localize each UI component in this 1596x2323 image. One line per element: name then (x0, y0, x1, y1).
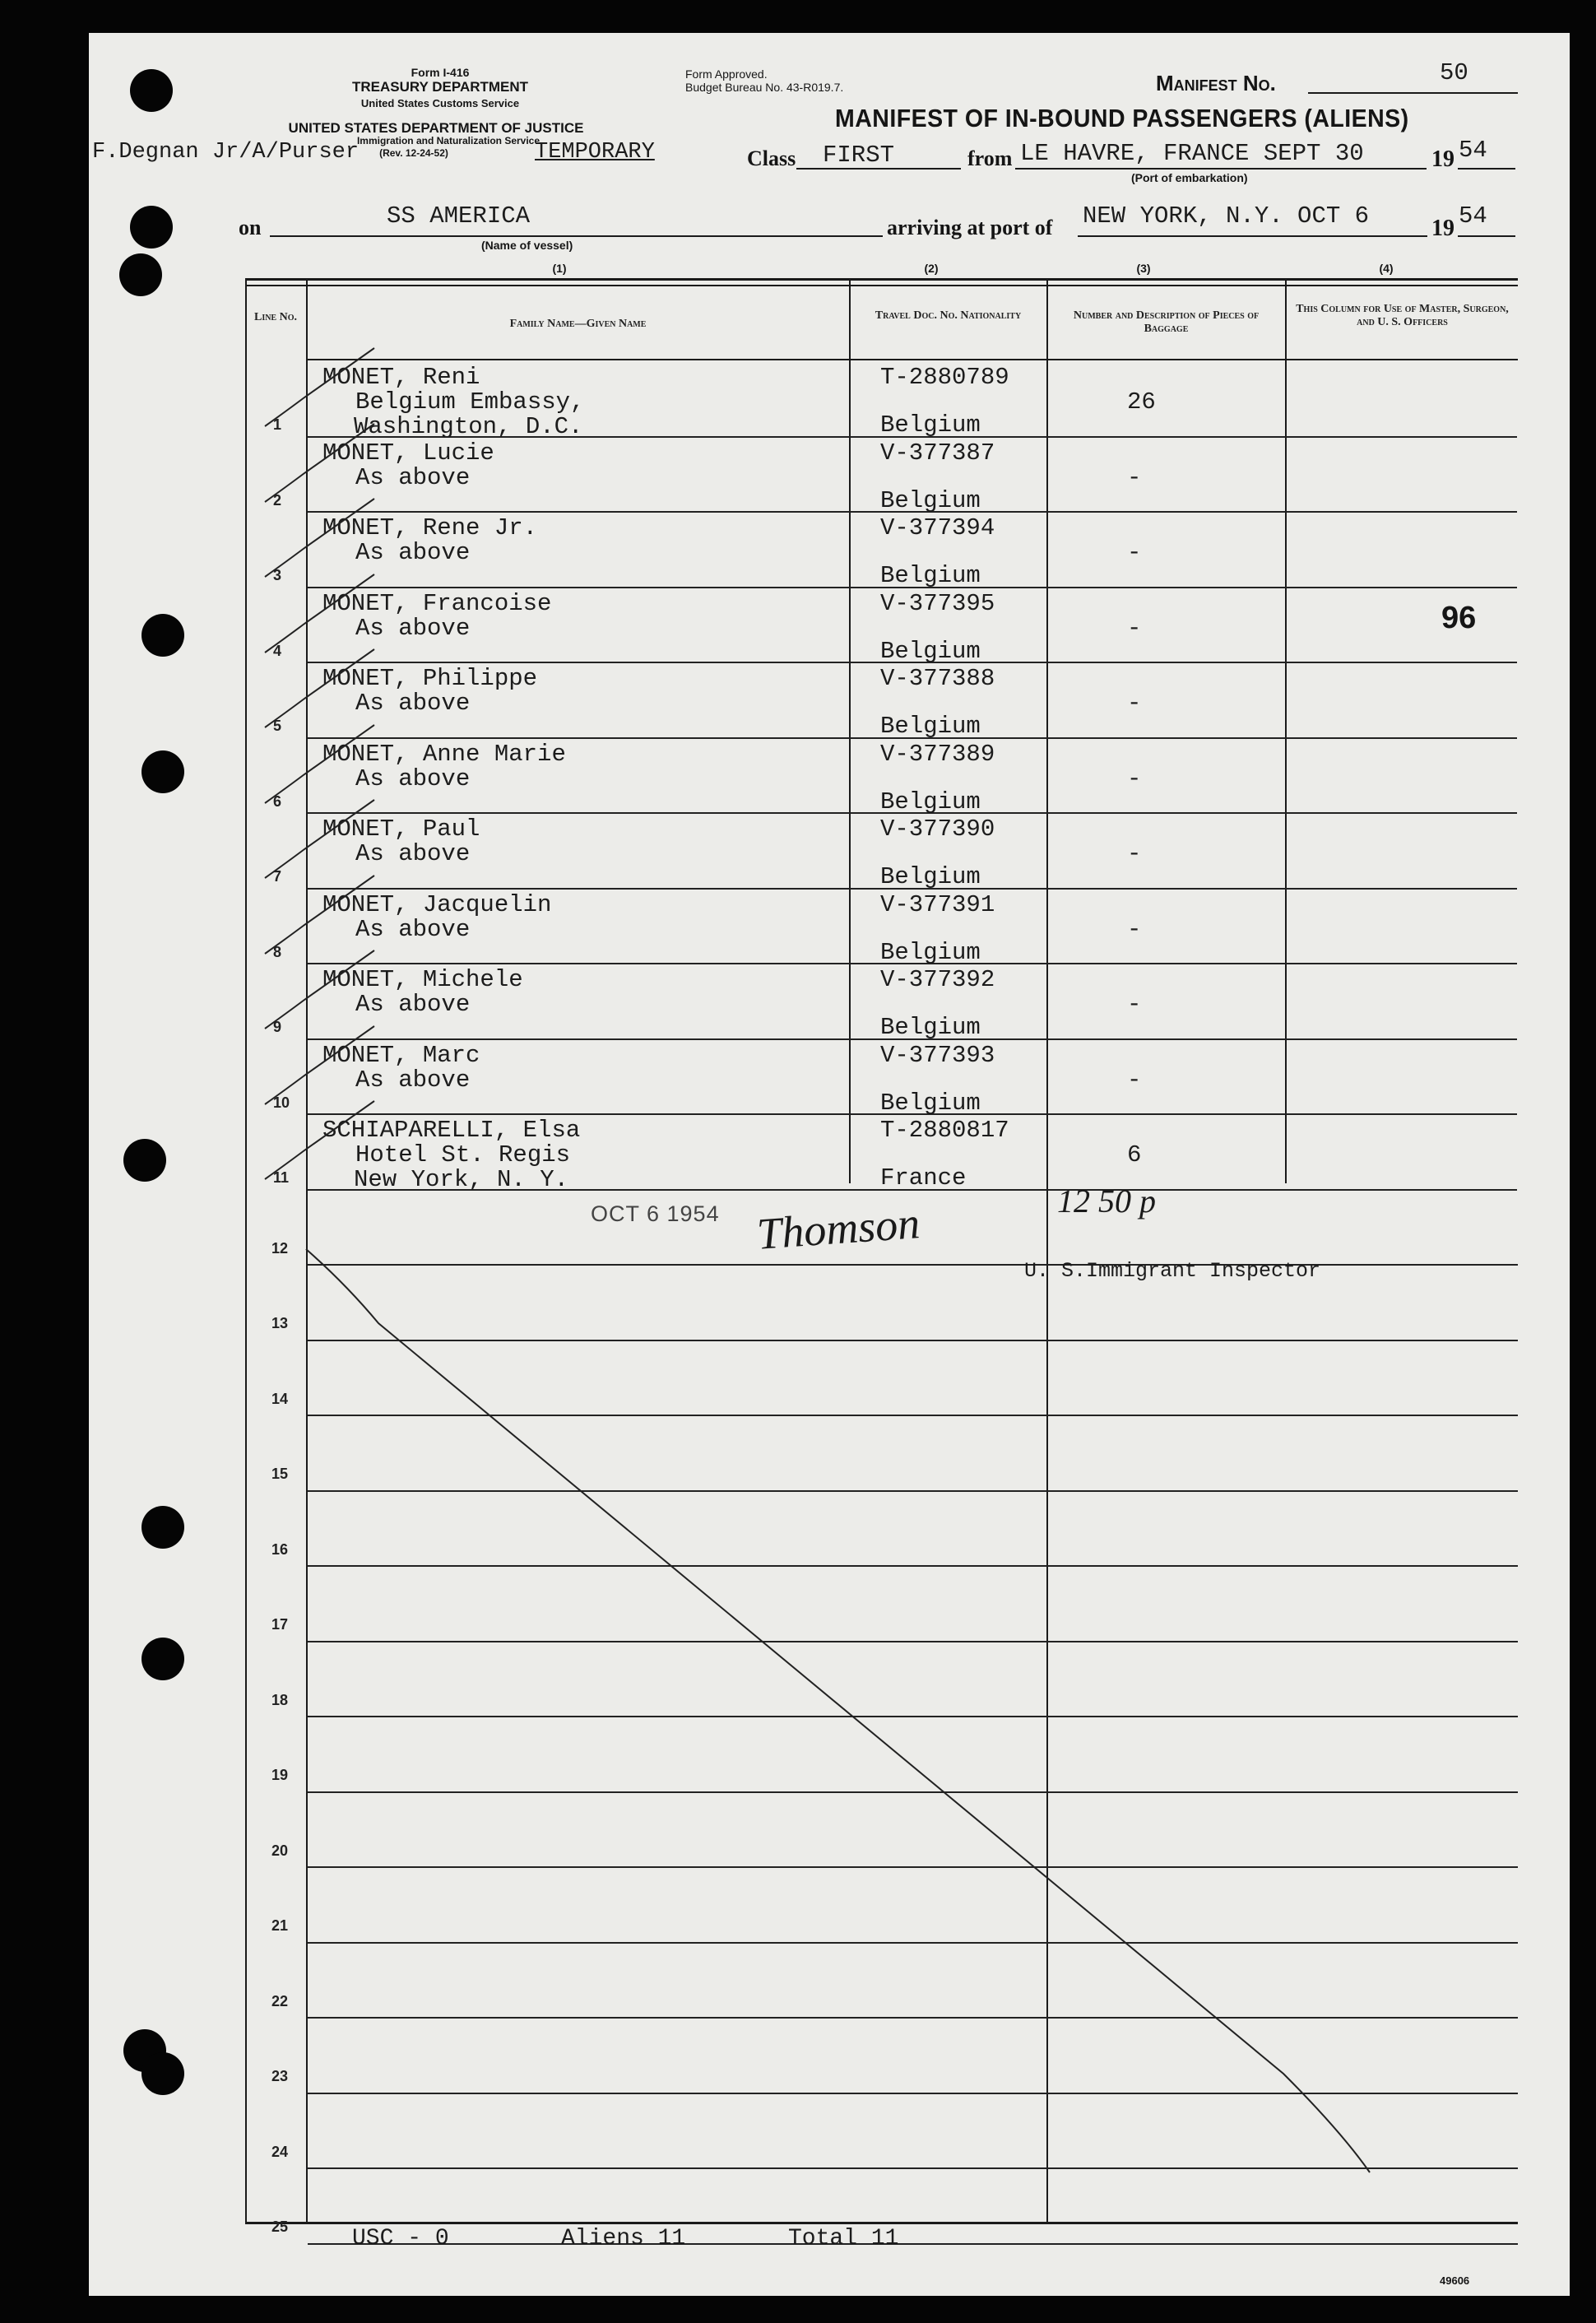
nationality: Belgium (880, 1089, 981, 1117)
punch-hole (119, 253, 162, 296)
passenger-name: MONET, Michele (322, 966, 523, 993)
line-number: 1 (273, 416, 282, 433)
travel-doc-number: V-377394 (880, 514, 995, 541)
passenger-name: MONET, Lucie (322, 439, 494, 467)
line-number: 15 (271, 1466, 289, 1482)
line-number: 23 (271, 2068, 289, 2084)
line-number: 2 (273, 492, 282, 509)
passenger-address-2: New York, N. Y. (354, 1166, 569, 1193)
passenger-address-2: Washington, D.C. (354, 413, 583, 440)
travel-doc-column-header: Travel Doc. No. Nationality (875, 309, 1022, 322)
port-embarkation-caption: (Port of embarkation) (1131, 171, 1248, 184)
year-prefix-2: 19 (1431, 216, 1454, 241)
baggage-count: - (1127, 615, 1142, 642)
manifest-number-label: Manifest No. (1156, 71, 1276, 95)
purser-name: F.Degnan Jr/A/Purser (92, 140, 360, 165)
travel-doc-number: V-377391 (880, 891, 995, 918)
line-number: 13 (271, 1315, 289, 1331)
passenger-name: MONET, Rene Jr. (322, 514, 538, 541)
line-number: 8 (273, 944, 282, 960)
nationality: Belgium (880, 638, 981, 665)
handwritten-note: 12 50 p (1057, 1182, 1156, 1220)
nationality: Belgium (880, 562, 981, 589)
line-number: 7 (273, 868, 282, 885)
row-separator (308, 2017, 1518, 2019)
class-label: Class (747, 146, 796, 170)
row-separator (308, 1942, 1518, 1944)
column-number-4: (4) (1379, 262, 1394, 275)
immigration-service: Immigration and Naturalization Service (356, 135, 541, 146)
travel-doc-number: V-377388 (880, 665, 995, 692)
passenger-name: MONET, Marc (322, 1042, 480, 1069)
line-number: 11 (273, 1169, 290, 1186)
line-number: 24 (271, 2144, 289, 2160)
passenger-name: SCHIAPARELLI, Elsa (322, 1117, 581, 1144)
line-no-header: Line No. (253, 311, 297, 323)
baggage-count: - (1127, 539, 1142, 566)
line-number: 25 (271, 2218, 289, 2235)
nationality: Belgium (880, 487, 981, 514)
passenger-address-1: As above (355, 765, 471, 792)
nationality: France (880, 1164, 967, 1192)
punch-hole (123, 1139, 166, 1182)
nationality: Belgium (880, 411, 981, 439)
baggage-count: - (1127, 916, 1142, 943)
table-bottom-border (245, 2222, 1518, 2224)
nationality: Belgium (880, 1014, 981, 1041)
table-top-border (245, 278, 1518, 281)
row-separator (308, 1565, 1518, 1567)
passenger-address-1: As above (355, 690, 471, 717)
arrival-underline (1078, 235, 1427, 237)
table-top-border-inner (245, 285, 1518, 286)
line-number: 21 (271, 1917, 289, 1934)
vessel-caption: (Name of vessel) (481, 239, 573, 252)
line-number: 17 (271, 1616, 289, 1633)
travel-doc-number: V-377390 (880, 815, 995, 843)
travel-doc-number: V-377389 (880, 741, 995, 768)
inspector-signature: Thomson (755, 1198, 921, 1259)
punch-hole (130, 206, 173, 249)
form-number: Form I-416 (411, 66, 470, 79)
punch-hole (142, 614, 184, 657)
line-number: 20 (271, 1842, 289, 1859)
line-number: 14 (271, 1391, 289, 1407)
baggage-column-border (1285, 278, 1287, 1183)
punch-hole (142, 1506, 184, 1549)
baggage-count: - (1127, 765, 1142, 792)
travel-doc-number: T-2880817 (880, 1117, 1009, 1144)
row-separator (308, 1866, 1518, 1868)
on-label: on (239, 216, 262, 239)
form-revision: (Rev. 12-24-52) (379, 147, 448, 159)
arrival-port: NEW YORK, N.Y. OCT 6 (1083, 202, 1370, 230)
vessel-underline (270, 235, 883, 237)
travel-doc-number: V-377392 (880, 966, 995, 993)
passenger-address-1: As above (355, 991, 471, 1018)
treasury-department: TREASURY DEPARTMENT (351, 79, 529, 95)
row-separator (308, 1264, 1518, 1266)
budget-bureau: Budget Bureau No. 43-R019.7. (685, 81, 844, 94)
passenger-address-1: As above (355, 1066, 471, 1094)
passenger-name: MONET, Reni (322, 364, 480, 391)
arriving-label: arriving at port of (887, 216, 1053, 239)
year-2: 54 (1459, 202, 1487, 230)
year-1: 54 (1459, 137, 1487, 164)
from-underline (1015, 168, 1427, 170)
port-of-embarkation: LE HAVRE, FRANCE SEPT 30 (1020, 140, 1364, 167)
row-separator (308, 1716, 1518, 1717)
year-1-underline (1458, 168, 1515, 170)
column-number-2: (2) (924, 262, 939, 275)
row-separator (308, 1791, 1518, 1793)
baggage-count: - (1127, 840, 1142, 867)
name-column-header: Family Name—Given Name (509, 318, 647, 330)
officer-mark: 96 (1441, 601, 1477, 635)
line-number: 16 (271, 1541, 289, 1558)
passenger-name: MONET, Francoise (322, 590, 552, 617)
passenger-name: MONET, Philippe (322, 665, 538, 692)
doc-column-border (1046, 278, 1048, 2222)
column-number-1: (1) (552, 262, 567, 275)
inspection-date-stamp: OCT 6 1954 (591, 1201, 720, 1226)
line-number: 5 (273, 718, 282, 734)
travel-doc-number: V-377395 (880, 590, 995, 617)
travel-doc-number: V-377393 (880, 1042, 995, 1069)
line-number: 3 (273, 567, 282, 583)
manifest-sheet (89, 33, 1570, 2296)
baggage-count: - (1127, 464, 1142, 491)
manifest-title: MANIFEST OF IN-BOUND PASSENGERS (ALIENS) (835, 104, 1409, 132)
passenger-address-1: Belgium Embassy, (355, 388, 585, 416)
year-prefix-1: 19 (1431, 146, 1454, 172)
baggage-count: - (1127, 1066, 1142, 1094)
footer-usc: USC - 0 (352, 2226, 449, 2251)
nationality: Belgium (880, 713, 981, 740)
line-number: 9 (273, 1019, 282, 1035)
line-number: 19 (271, 1767, 289, 1783)
passenger-address-1: As above (355, 539, 471, 566)
line-number: 18 (271, 1692, 289, 1708)
class-value: FIRST (823, 142, 895, 169)
punch-hole (142, 1638, 184, 1680)
line-number: 12 (271, 1240, 289, 1257)
row-separator (308, 2243, 1518, 2245)
manifest-number-underline (1308, 92, 1518, 94)
passenger-name: MONET, Anne Marie (322, 741, 566, 768)
footer-total: Total 11 (788, 2226, 899, 2251)
customs-service: United States Customs Service (360, 97, 520, 109)
row-separator (308, 1490, 1518, 1492)
department-of-justice: UNITED STATES DEPARTMENT OF JUSTICE (288, 120, 584, 136)
punch-hole (130, 69, 173, 112)
passenger-address-1: As above (355, 615, 471, 642)
baggage-count: 6 (1127, 1141, 1142, 1168)
line-number: 22 (271, 1993, 289, 2009)
punch-hole (142, 2052, 184, 2095)
footer-aliens: Aliens 11 (561, 2226, 686, 2251)
baggage-count: - (1127, 690, 1142, 717)
row-separator (308, 1340, 1518, 1341)
header-row-border (308, 359, 1518, 360)
passenger-address-1: Hotel St. Regis (355, 1141, 571, 1168)
vessel-name: SS AMERICA (387, 202, 531, 230)
baggage-count: 26 (1127, 388, 1156, 416)
inspector-label: U. S.Immigrant Inspector (1024, 1259, 1321, 1283)
punch-hole (142, 750, 184, 793)
name-column-border (849, 278, 851, 1183)
temporary-label: TEMPORARY (535, 140, 655, 165)
nationality: Belgium (880, 788, 981, 815)
baggage-count: - (1127, 991, 1142, 1018)
form-approved: Form Approved. (685, 67, 768, 81)
passenger-address-1: As above (355, 464, 471, 491)
row-separator (308, 2093, 1518, 2094)
passenger-name: MONET, Jacquelin (322, 891, 552, 918)
column-number-3: (3) (1136, 262, 1151, 275)
passenger-address-1: As above (355, 916, 471, 943)
row-separator (308, 2167, 1518, 2169)
passenger-name: MONET, Paul (322, 815, 480, 843)
manifest-number: 50 (1440, 59, 1468, 86)
year-2-underline (1458, 235, 1515, 237)
line-number: 6 (273, 793, 282, 810)
baggage-column-header: Number and Description of Pieces of Baggage (1073, 309, 1260, 335)
nationality: Belgium (880, 939, 981, 966)
line-number: 4 (273, 643, 282, 659)
travel-doc-number: T-2880789 (880, 364, 1009, 391)
table-left-border (245, 278, 247, 2222)
row-separator (308, 1641, 1518, 1642)
nationality: Belgium (880, 863, 981, 890)
passenger-address-1: As above (355, 840, 471, 867)
from-label: from (967, 146, 1013, 170)
officers-column-header: This Column for Use of Master, Surgeon, and U. S. Officers (1296, 303, 1509, 328)
row-separator (308, 1415, 1518, 1416)
travel-doc-number: V-377387 (880, 439, 995, 467)
line-number: 10 (273, 1094, 290, 1111)
line-no-column-border (306, 278, 308, 2222)
footer-form-code: 49606 (1440, 2274, 1470, 2287)
